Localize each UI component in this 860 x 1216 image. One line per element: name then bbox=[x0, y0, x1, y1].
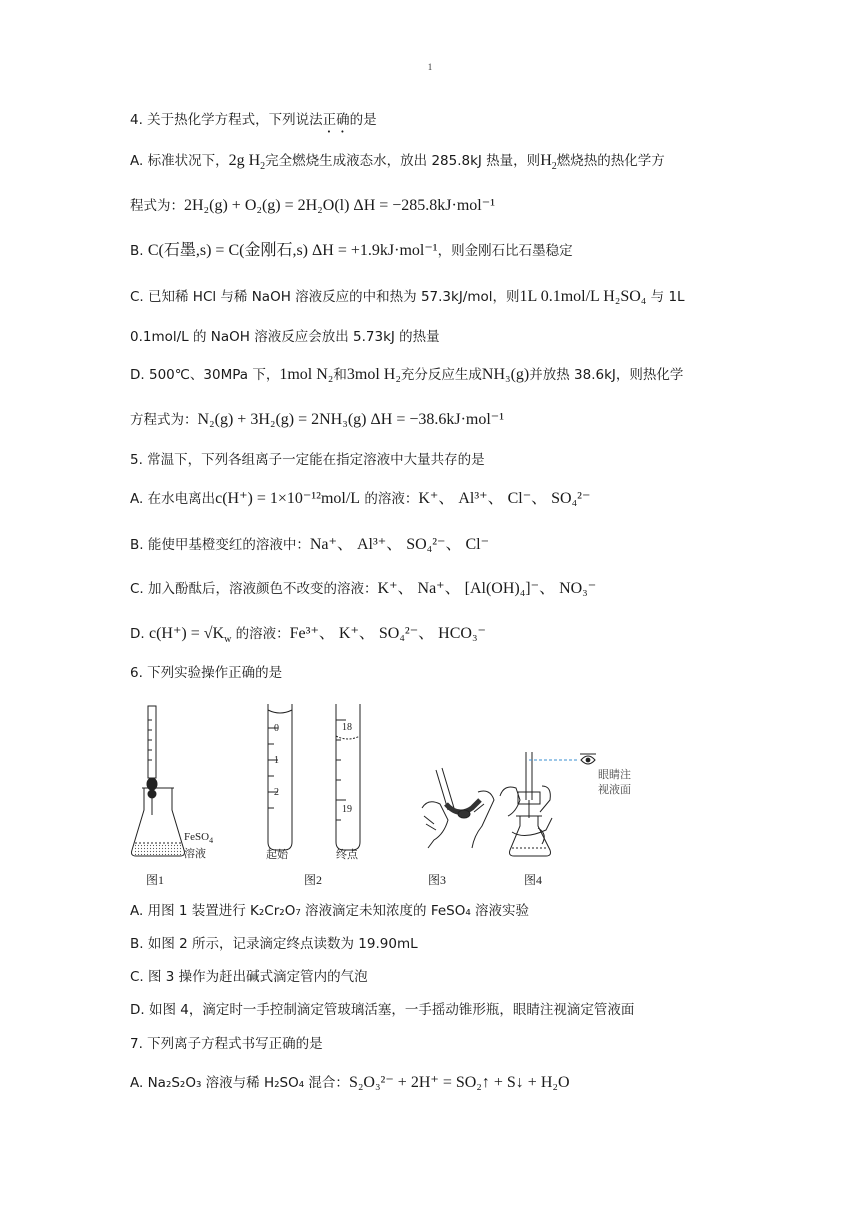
q6-option-b: B. 如图 2 所示，记录滴定终点读数为 19.90mL bbox=[130, 936, 418, 952]
figure1-label: 图1 bbox=[146, 873, 165, 887]
q5-c-prefix: C. 加入酚酞后，溶液颜色不改变的溶液： bbox=[130, 581, 378, 597]
q7-stem: 7. 下列离子方程式书写正确的是 bbox=[130, 1036, 323, 1052]
q6-figure bbox=[128, 700, 648, 895]
q4-stem-emphasis: 正确 bbox=[322, 112, 350, 128]
q7-a-prefix: A. Na₂S₂O₃ 溶液与稀 H₂SO₄ 混合： bbox=[130, 1075, 349, 1091]
figure2-start-label: 起始 bbox=[266, 849, 288, 861]
q4-d-prefix: D. 500℃、30MPa 下， bbox=[130, 367, 280, 383]
q6-option-c: C. 图 3 操作为赶出碱式滴定管内的气泡 bbox=[130, 969, 368, 985]
q4-a-h: H bbox=[540, 152, 552, 169]
q6-option-d: D. 如图 4，滴定时一手控制滴定管玻璃活塞，一手摇动锥形瓶，眼睛注视滴定管液面 bbox=[130, 1002, 635, 1018]
q4-a-mass-sub: 2 bbox=[260, 161, 266, 173]
q4-d-nh3: NH₃(g) bbox=[481, 366, 530, 383]
q5-c-ions: K⁺、 Na⁺、 [Al(OH)₄]⁻、 NO₃⁻ bbox=[377, 580, 597, 597]
figure2-tick-19: 19 bbox=[342, 804, 352, 815]
q4-d-and: 和 bbox=[333, 367, 347, 383]
q4-option-c-line1 bbox=[130, 287, 685, 307]
figure1-reagent: FeSO$_4$ bbox=[184, 831, 214, 845]
q7-option-a bbox=[130, 1073, 570, 1093]
q4-stem bbox=[130, 110, 377, 136]
q5-option-c bbox=[130, 579, 596, 599]
q5-d-ions: Fe³⁺、 K⁺、 SO₄²⁻、 HCO₃⁻ bbox=[289, 625, 486, 642]
q5-b-ions: Na⁺、 Al³⁺、 SO₄²⁻、 Cl⁻ bbox=[309, 536, 490, 553]
q4-d2-prefix: 方程式为： bbox=[130, 412, 198, 428]
q4-a-mass: 2g H bbox=[228, 152, 261, 169]
q4-option-d-line1 bbox=[130, 365, 683, 385]
q4-d-n2: 1mol N₂ bbox=[279, 366, 334, 383]
q4-option-d-line2 bbox=[130, 410, 504, 430]
q4-a-prefix: A. 标准状况下， bbox=[130, 153, 229, 169]
q5-a-ions: K⁺、 Al³⁺、 Cl⁻、 SO₄²⁻ bbox=[418, 490, 591, 507]
q4-b-prefix: B. bbox=[130, 243, 144, 259]
figure2-tick-18: 18 bbox=[342, 722, 352, 733]
q5-option-d bbox=[130, 624, 486, 650]
q4-a-equation: 2H₂(g) + O₂(g) = 2H₂O(l) ΔH = −285.8kJ·mol⁻¹ bbox=[184, 197, 495, 214]
q4-d-produce: 充分反应生成 bbox=[400, 367, 482, 383]
q4-stem-text: 4. 关于热化学方程式，下列说法 bbox=[130, 112, 323, 128]
figure4-titration-operation bbox=[500, 752, 578, 856]
q4-a-middle: 完全燃烧生成液态水，放出 285.8kJ 热量，则 bbox=[265, 153, 541, 169]
q4-option-b bbox=[130, 241, 573, 261]
q4-a-end: 燃烧热的热化学方 bbox=[556, 153, 665, 169]
figure1-titration-setup bbox=[132, 706, 185, 856]
figure3-bubble-removal bbox=[422, 768, 494, 848]
q4-c-end: 与 1L bbox=[650, 289, 685, 305]
q4-d-h2: 3mol H₂ bbox=[346, 366, 401, 383]
page-number: 1 bbox=[427, 62, 433, 72]
figure2-tick-0: 0 bbox=[274, 723, 279, 734]
figure4-label: 图4 bbox=[524, 873, 543, 887]
q5-option-a bbox=[130, 489, 590, 509]
figure3-label: 图3 bbox=[428, 873, 447, 887]
q5-d-condition-sub: w bbox=[224, 634, 232, 646]
q4-option-a-line1 bbox=[130, 151, 665, 177]
q4-b-equation: C(石墨,s) = C(金刚石,s) ΔH = +1.9kJ·mol⁻¹ bbox=[147, 242, 438, 259]
q4-b-end: ，则金刚石比石墨稳定 bbox=[437, 243, 573, 259]
q5-stem: 5. 常温下，下列各组离子一定能在指定溶液中大量共存的是 bbox=[130, 452, 485, 468]
figure1-reagent-solution: 溶液 bbox=[184, 848, 206, 860]
q4-stem-end: 的是 bbox=[349, 112, 377, 128]
figure2-tick-2: 2 bbox=[274, 787, 279, 798]
q5-d-middle: 的溶液： bbox=[235, 626, 290, 642]
q6-option-a: A. 用图 1 装置进行 K₂Cr₂O₇ 溶液滴定未知浓度的 FeSO₄ 溶液实验 bbox=[130, 903, 530, 919]
figure2-tick-1: 1 bbox=[274, 755, 279, 766]
figure2-label: 图2 bbox=[304, 873, 323, 887]
q4-option-c-line2: 0.1mol/L 的 NaOH 溶液反应会放出 5.73kJ 的热量 bbox=[130, 329, 440, 345]
q4-d-equation: N₂(g) + 3H₂(g) = 2NH₃(g) ΔH = −38.6kJ·mol⁻¹ bbox=[197, 411, 505, 428]
q7-a-equation: S₂O₃²⁻ + 2H⁺ = SO₂↑ + S↓ + H₂O bbox=[348, 1074, 570, 1091]
eye-icon bbox=[580, 754, 596, 764]
q4-d-end: 并放热 38.6kJ，则热化学 bbox=[529, 367, 684, 383]
q5-d-prefix: D. bbox=[130, 626, 145, 642]
q4-a2-prefix: 程式为： bbox=[130, 198, 184, 214]
figure4-note-line1: 眼睛注 bbox=[598, 769, 631, 781]
q5-a-prefix: A. 在水电离出 bbox=[130, 491, 216, 507]
q5-option-b bbox=[130, 535, 489, 555]
figure2-end-label: 终点 bbox=[336, 849, 358, 861]
q5-b-prefix: B. 能使甲基橙变红的溶液中： bbox=[130, 537, 310, 553]
q4-a-h-sub: 2 bbox=[551, 161, 557, 173]
q4-c-equation: 1L 0.1mol/L H₂SO₄ bbox=[519, 288, 647, 305]
q6-stem: 6. 下列实验操作正确的是 bbox=[130, 665, 283, 681]
q5-d-condition: c(H⁺) = √K bbox=[148, 625, 225, 642]
q5-a-condition: c(H⁺) = 1×10⁻¹²mol/L bbox=[215, 490, 361, 507]
q4-option-a-line2 bbox=[130, 196, 495, 216]
figure4-note-line2: 视液面 bbox=[598, 784, 631, 796]
q5-a-middle: 的溶液： bbox=[364, 491, 419, 507]
q4-c-prefix: C. 已知稀 HCl 与稀 NaOH 溶液反应的中和热为 57.3kJ/mol，则 bbox=[130, 289, 520, 305]
